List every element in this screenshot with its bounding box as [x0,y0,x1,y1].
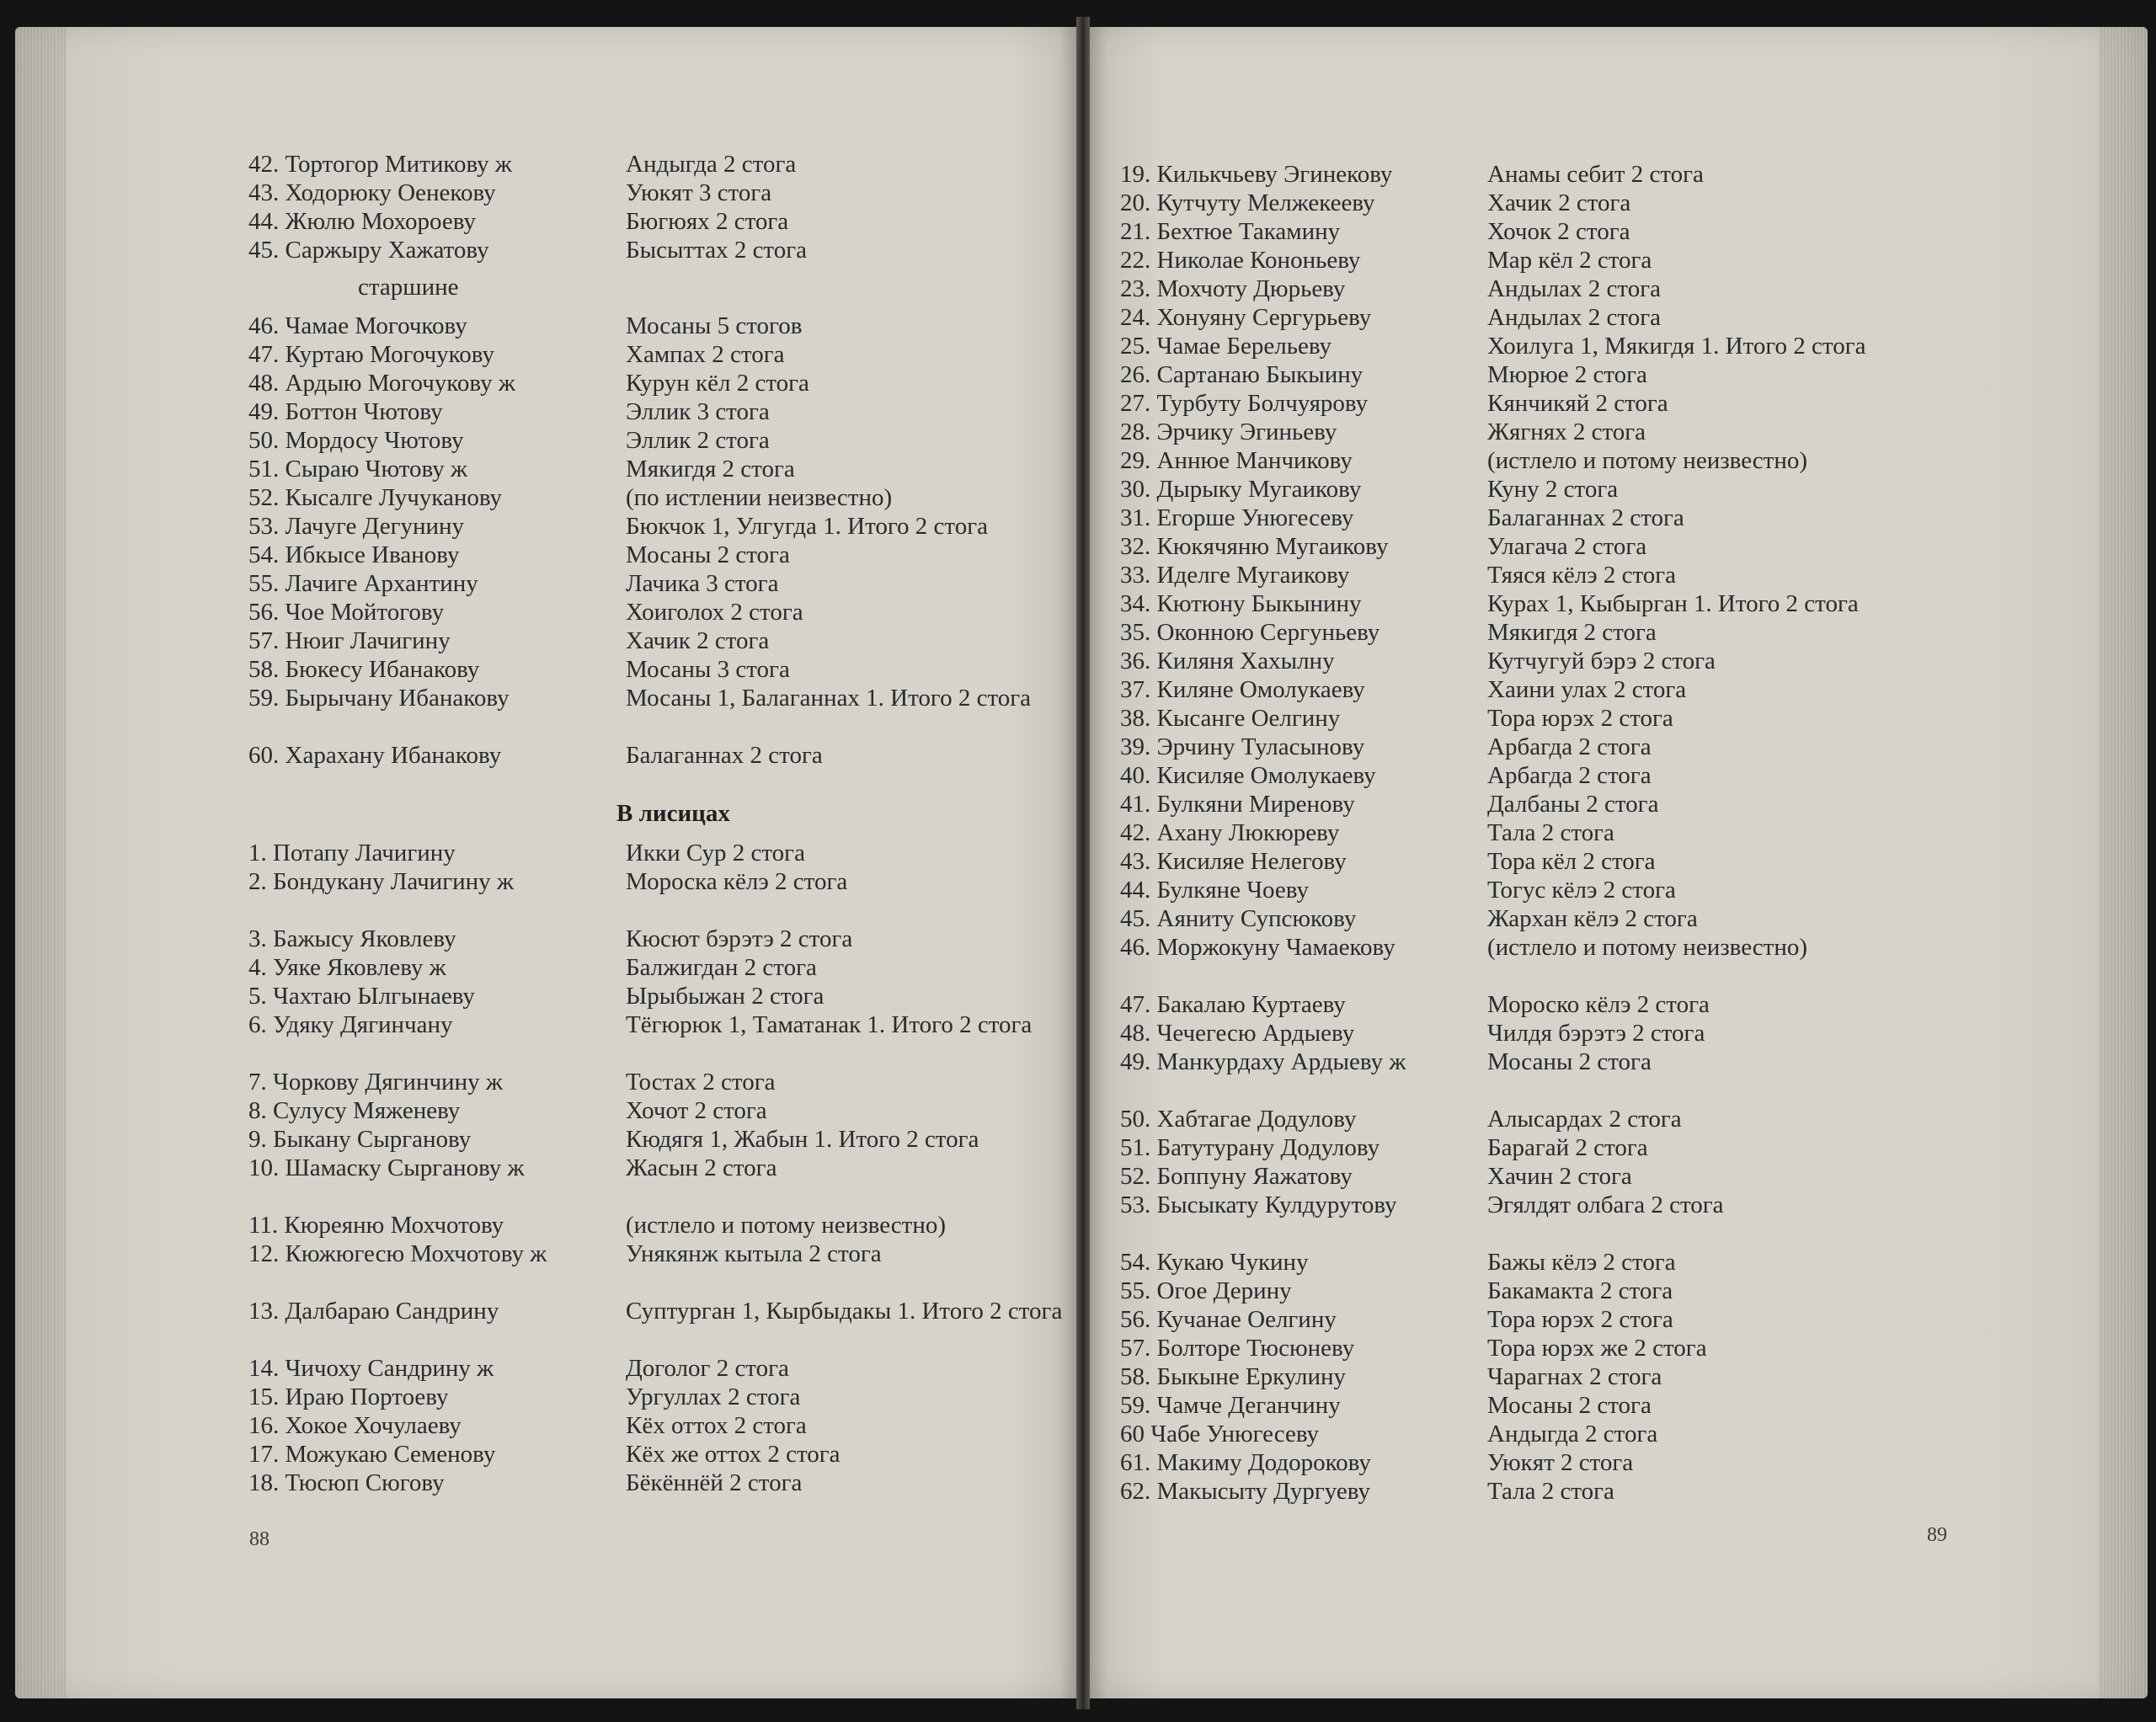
entry-stacks: Улагача 2 стога [1487,533,1647,560]
entry-stacks: Курах 1, Кыбырган 1. Итого 2 стога [1487,590,1859,617]
entry-stacks: Хочот 2 стога [626,1097,767,1124]
entry-name: 35. Оконною Сергуньеву [1120,619,1380,646]
right-page-number: 89 [1927,1524,1947,1546]
entry-stacks: Барагай 2 стога [1487,1134,1648,1161]
entry-stacks: Бёкённёй 2 стога [626,1469,803,1496]
entry-name: 61. Макиму Додорокову [1120,1449,1371,1476]
entry-name: 44. Булкяне Чоеву [1120,877,1309,904]
entry-name: 45. Аяниту Супсюкову [1120,905,1357,932]
entry-stacks: Тора юрэх же 2 стога [1487,1335,1707,1362]
entry-name: 27. Турбуту Болчуярову [1120,390,1369,417]
entry-stacks: Уюкят 3 стога [626,179,772,206]
entry-name: 13. Далбараю Сандрину [248,1298,499,1325]
entry-name: 14. Чичоху Сандрину ж [248,1355,494,1382]
section-title: В лисицах [616,800,730,827]
entry-stacks: Бажы кёлэ 2 стога [1487,1249,1676,1276]
entry-name: 7. Чоркову Дягинчину ж [248,1069,503,1096]
entry-stacks: Хачин 2 стога [1487,1163,1632,1190]
entry-stacks: Балжигдан 2 стога [626,954,817,981]
entry-stacks: Андылах 2 стога [1487,275,1661,302]
entry-name: 53. Лачуге Дегунину [248,513,465,540]
entry-stacks: Хачик 2 стога [1487,189,1631,216]
entry-name: 21. Бехтюе Такамину [1120,218,1341,245]
entry-stacks: Мосаны 5 стогов [626,312,803,339]
entry-name: 31. Егорше Унюгесеву [1120,504,1354,531]
entry-stacks: Хаини улах 2 стога [1487,676,1687,703]
entry-name: 24. Хонуяну Сергурьеву [1120,304,1372,331]
entry-stacks: (по истлении неизвестно) [626,484,893,511]
entry-stacks: Андылах 2 стога [1487,304,1661,331]
entry-stacks: Хоиголох 2 стога [626,599,803,626]
entry-stacks: Хоилуга 1, Мякигдя 1. Итого 2 стога [1487,333,1866,360]
entry-stacks: Мосаны 2 стога [1487,1392,1652,1419]
entry-name: 26. Сартанаю Быкыину [1120,361,1364,388]
entry-name: 58. Быкыне Еркулину [1120,1363,1346,1390]
entry-name: 56. Кучанае Оелгину [1120,1306,1337,1333]
entry-name: 59. Чамче Деганчину [1120,1392,1341,1419]
entry-name: 42. Ахану Люкюреву [1120,819,1340,846]
entry-name: 53. Бысыкату Кулдурутову [1120,1192,1397,1218]
entry-stacks: Уюкят 2 стога [1487,1449,1634,1476]
entry-stacks: Ырыбыжан 2 стога [626,983,825,1010]
entry-name: 49. Боттон Чютову [248,398,443,425]
entry-stacks: Тяяся кёлэ 2 стога [1487,562,1677,589]
entry-stacks: Тора кёл 2 стога [1487,848,1656,875]
left-page-edge [15,27,66,1698]
entry-stacks: Доголог 2 стога [626,1355,789,1382]
entry-name: 1. Потапу Лачигину [248,840,456,866]
right-items-column [1487,160,1959,1506]
left-page-number: 88 [249,1528,270,1550]
entry-name: 55. Огое Дерину [1120,1277,1292,1304]
entry-name: 60. Харахану Ибанакову [248,742,502,769]
entry-stacks: Ургуллах 2 стога [626,1383,801,1410]
entry-stacks: Куну 2 стога [1487,476,1619,503]
entry-stacks: Мосаны 2 стога [1487,1048,1652,1075]
entry-name: 59. Бырычану Ибанакову [248,685,510,712]
entry-stacks: Мосаны 2 стога [626,541,790,568]
entry-name: 22. Николае Кононьеву [1120,247,1361,274]
entry-name: 50. Мордосу Чютову [248,427,464,454]
entry-stacks: Мякигдя 2 стога [626,456,795,482]
entry-name: 48. Ардыю Могочукову ж [248,370,515,397]
entry-name: 55. Лачиге Архантину [248,570,478,597]
entry-name: 62. Макысыту Дургуеву [1120,1478,1370,1505]
entry-stacks: Бюгюях 2 стога [626,208,789,235]
entry-name: 56. Чое Мойтогову [248,599,445,626]
entry-name: 23. Мохчоту Дюрьеву [1120,275,1346,302]
entry-name: 19. Килькчьеву Эгинекову [1120,161,1393,188]
entry-name: 3. Бажысу Яковлеву [248,925,456,952]
entry-stacks: Мороско кёлэ 2 стога [1487,991,1710,1018]
entry-name: 30. Дырыку Мугаикову [1120,476,1362,503]
entry-name: 45. Саржыру Хажатову [248,237,489,264]
entry-stacks: (истлело и потому неизвестно) [1487,934,1808,961]
entry-stacks: Жягнях 2 стога [1487,419,1646,445]
entry-name: 58. Бюкесу Ибанакову [248,656,480,683]
entry-name: 46. Чамае Могочкову [248,312,467,339]
entry-name: 36. Киляня Хахылну [1120,648,1335,674]
entry-name: 49. Манкурдаху Ардыеву ж [1120,1048,1406,1075]
entry-stacks: Тёгюрюк 1, Таматанак 1. Итого 2 стога [626,1011,1033,1038]
entry-stacks: Кянчикяй 2 стога [1487,390,1668,417]
entry-name: 40. Кисиляе Омолукаеву [1120,762,1376,789]
entry-name: 39. Эрчину Туласынову [1120,733,1365,760]
entry-stacks: Мар кёл 2 стога [1487,247,1652,274]
entry-name: 11. Кюреяню Мохчотову [248,1212,504,1239]
entry-stacks: Эгялдят олбага 2 стога [1487,1192,1724,1218]
entry-stacks: Жархан кёлэ 2 стога [1487,905,1698,932]
entry-name: 51. Сыраю Чютову ж [248,456,468,482]
entry-stacks: Бысыттах 2 стога [626,237,807,264]
entry-name: 9. Быкану Сырганову [248,1126,472,1153]
entry-stacks: Мюрюе 2 стога [1487,361,1647,388]
entry-stacks: Мороска кёлэ 2 стога [626,868,848,895]
entry-stacks: Жасын 2 стога [626,1154,777,1181]
entry-stacks: Мосаны 1, Балаганнах 1. Итого 2 стога [626,685,1032,712]
entry-stacks: Хампах 2 стога [626,341,785,368]
entry-name: 51. Батутурану Додулову [1120,1134,1380,1161]
entry-stacks: Кёх же оттох 2 стога [626,1441,841,1468]
entry-stacks: Анамы себит 2 стога [1487,161,1704,188]
entry-name: 5. Чахтаю Ылгынаеву [248,983,475,1010]
entry-name: 41. Булкяни Миренову [1120,791,1355,818]
entry-name: 52. Кысалге Лучуканову [248,484,503,511]
entry-name: 10. Шамаску Сырганову ж [248,1154,525,1181]
entry-stacks: Унякянж кытыла 2 стога [626,1240,882,1267]
entry-stacks: Тогус кёлэ 2 стога [1487,877,1676,904]
entry-stacks: Арбагда 2 стога [1487,733,1652,760]
entry-stacks: Тала 2 стога [1487,1478,1614,1505]
entry-name: 34. Кютюну Быкынину [1120,590,1362,617]
right-page-edge [2099,27,2148,1698]
entry-stacks: Арбагда 2 стога [1487,762,1652,789]
entry-name: 52. Боппуну Яажатову [1120,1163,1353,1190]
entry-stacks: Тора юрэх 2 стога [1487,705,1673,732]
entry-stacks: Андыгда 2 стога [1487,1421,1658,1447]
entry-stacks: Эллик 2 стога [626,427,770,454]
entry-name: 15. Ираю Портоеву [248,1383,449,1410]
entry-stacks: Хочок 2 стога [1487,218,1630,245]
entry-name: 25. Чамае Берельеву [1120,333,1332,360]
entry-stacks: Кюдягя 1, Жабын 1. Итого 2 стога [626,1126,979,1153]
entry-stacks: Тора юрэх 2 стога [1487,1306,1673,1333]
entry-stacks: Эллик 3 стога [626,398,770,425]
entry-stacks: Андыгда 2 стога [626,151,797,178]
entry-name: 2. Бондукану Лачигину ж [248,868,514,895]
entry-stacks: (истлело и потому неизвестно) [1487,447,1808,474]
entry-name: 54. Кукаю Чукину [1120,1249,1309,1276]
entry-stacks: Далбаны 2 стога [1487,791,1659,818]
entry-name: 47. Куртаю Могочукову [248,341,494,368]
entry-stacks: Тала 2 стога [1487,819,1614,846]
entry-stacks: Кёх оттох 2 стога [626,1412,807,1439]
entry-name: 6. Удяку Дягинчану [248,1011,453,1038]
entry-name: 16. Хокое Хочулаеву [248,1412,462,1439]
entry-name: 18. Тюсюп Сюгову [248,1469,445,1496]
entry-name: 12. Кюжюгесю Мохчотову ж [248,1240,547,1267]
entry-name: 46. Моржокуну Чамаекову [1120,934,1396,961]
entry-name: 57. Нюиг Лачигину [248,627,451,654]
entry-name: 28. Эрчику Эгиньеву [1120,419,1337,445]
entry-stacks: Балаганнах 2 стога [1487,504,1684,531]
left-names-column [248,150,602,1497]
entry-name: 47. Бакалаю Куртаеву [1120,991,1346,1018]
entry-stacks: Мякигдя 2 стога [1487,619,1657,646]
entry-stacks: Суптурган 1, Кырбыдакы 1. Итого 2 стога [626,1298,1063,1325]
entry-stacks: Алысардах 2 стога [1487,1106,1682,1133]
entry-name: 38. Кысанге Оелгину [1120,705,1341,732]
entry-stacks: Мосаны 3 стога [626,656,790,683]
entry-name: 20. Кутчуту Мелжекееву [1120,189,1375,216]
entry-stacks: Балаганнах 2 стога [626,742,823,769]
entry-name: 50. Хабтагае Додулову [1120,1106,1357,1133]
entry-name: 44. Жюлю Мохороеву [248,208,476,235]
entry-name: 60 Чабе Унюгесеву [1120,1421,1320,1447]
entry-name: 43. Ходорюку Оенекову [248,179,496,206]
entry-stacks: Бюкчок 1, Улгугда 1. Итого 2 стога [626,513,988,540]
entry-stacks: Лачика 3 стога [626,570,779,597]
entry-name: 42. Тортогор Митикову ж [248,151,512,178]
entry-stacks: (истлело и потому неизвестно) [626,1212,947,1239]
entry-name: 32. Кюкячяню Мугаикову [1120,533,1389,560]
entry-stacks: Тостах 2 стога [626,1069,776,1096]
subtitle-starshine: старшине [358,274,459,301]
entry-name: 54. Ибкысе Иванову [248,541,460,568]
entry-stacks: Бакамакта 2 стога [1487,1277,1673,1304]
entry-name: 4. Уяке Яковлеву ж [248,954,446,981]
entry-stacks: Чарагнах 2 стога [1487,1363,1662,1390]
entry-name: 48. Чечегесю Ардыеву [1120,1020,1355,1047]
entry-stacks: Кутчугуй бэрэ 2 стога [1487,648,1716,674]
entry-name: 37. Киляне Омолукаеву [1120,676,1365,703]
entry-stacks: Чилдя бэрэтэ 2 стога [1487,1020,1705,1047]
entry-name: 29. Аннюе Манчикову [1120,447,1353,474]
entry-name: 17. Можукаю Семенову [248,1441,496,1468]
entry-stacks: Икки Сур 2 стога [626,840,805,866]
entry-name: 57. Болторе Тюсюневу [1120,1335,1355,1362]
entry-name: 43. Кисиляе Нелегову [1120,848,1347,875]
entry-name: 8. Сулусу Мяженеву [248,1097,461,1124]
entry-stacks: Кюсют бэрэтэ 2 стога [626,925,853,952]
right-names-column [1120,160,1457,1506]
entry-stacks: Хачик 2 стога [626,627,770,654]
entry-name: 33. Иделге Мугаикову [1120,562,1350,589]
entry-stacks: Курун кёл 2 стога [626,370,809,397]
